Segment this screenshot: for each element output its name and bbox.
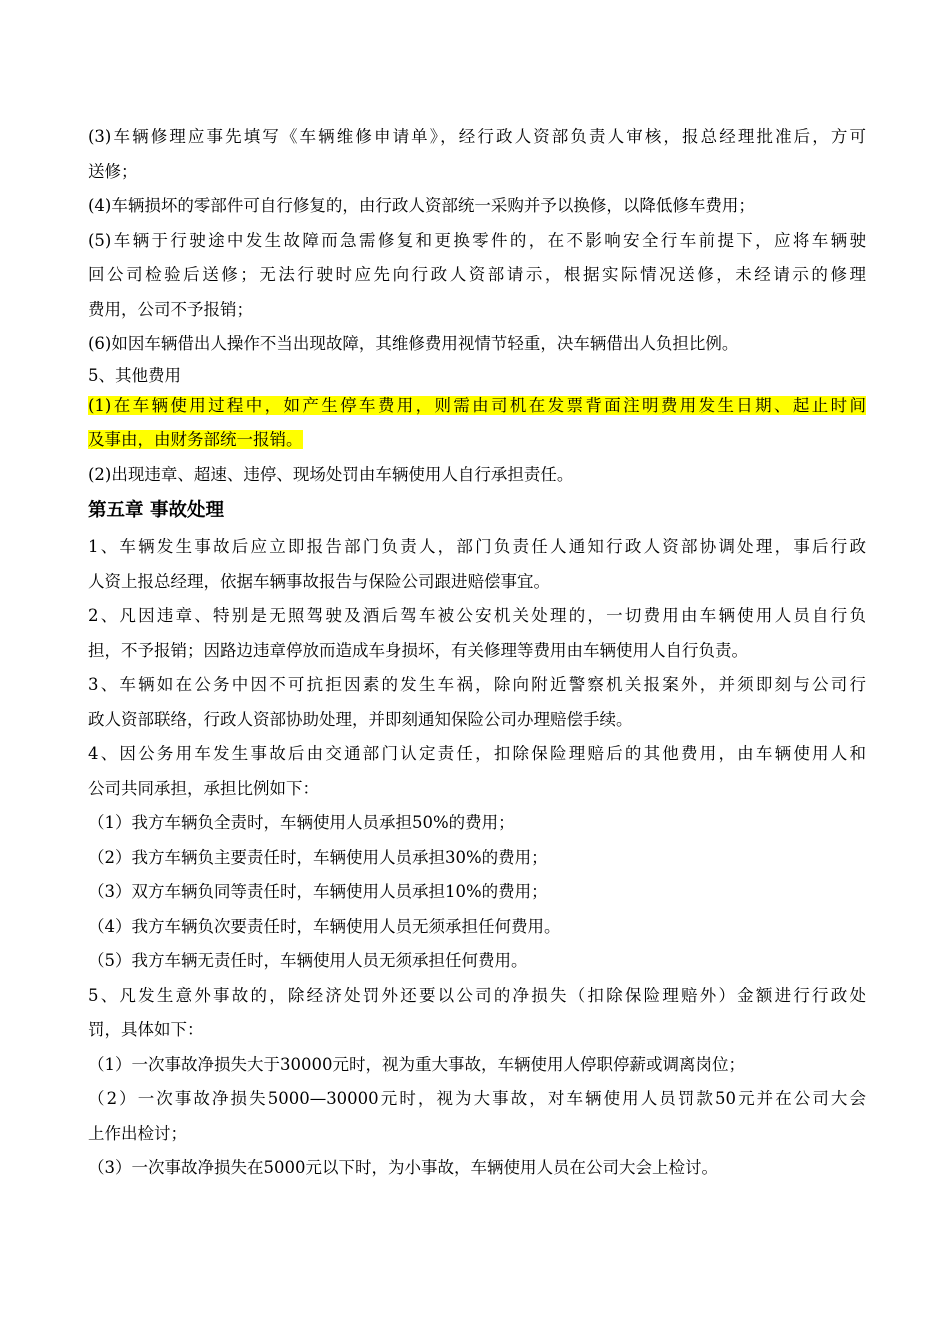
text-line: 1、车辆发生事故后应立即报告部门负责人，部门负责任人通知行政人资部协调处理，事后行政 bbox=[88, 537, 866, 556]
text-line: 5、凡发生意外事故的，除经济处罚外还要以公司的净损失（扣除保险理赔外）金额进行行政处 bbox=[88, 985, 866, 1005]
text-line: 罚，具体如下： bbox=[88, 1020, 204, 1039]
text-line: (5)车辆于行驶途中发生故障而急需修复和更换零件的，在不影响安全行车前提下，应将车辆驶 bbox=[88, 230, 866, 250]
text-line: 3、车辆如在公务中因不可抗拒因素的发生车祸，除向附近警察机关报案外，并须即刻与公司行 bbox=[88, 675, 866, 694]
text-line: 公司共同承担，承担比例如下： bbox=[88, 778, 319, 798]
text-line: 费用，公司不予报销； bbox=[88, 299, 253, 319]
text-line: 送修； bbox=[88, 161, 138, 181]
text-line: （3）双方车辆负同等责任时，车辆使用人员承担10%的费用； bbox=[88, 882, 548, 901]
text-line: (3)车辆修理应事先填写《车辆维修申请单》，经行政人资部负责人审核，报总经理批准后，方可 bbox=[88, 127, 866, 146]
document-page bbox=[88, 120, 866, 1186]
text-line: (6)如因车辆借出人操作不当出现故障，其维修费用视情节轻重，决车辆借出人负担比例。 bbox=[88, 334, 739, 353]
text-line: 4、因公务用车发生事故后由交通部门认定责任，扣除保险理赔后的其他费用，由车辆使用人和 bbox=[88, 744, 866, 763]
chapter-heading: 第五章 事故处理 bbox=[88, 500, 224, 521]
text-line: （1）一次事故净损失大于30000元时，视为重大事故，车辆使用人停职停薪或调离岗位； bbox=[88, 1054, 745, 1074]
text-line: 担，不予报销；因路边违章停放而造成车身损坏，有关修理等费用由车辆使用人自行负责。 bbox=[88, 640, 748, 660]
parking-fee-line-1 bbox=[88, 389, 866, 424]
text-line: （3）一次事故净损失在5000元以下时，为小事故，车辆使用人员在公司大会上检讨。 bbox=[88, 1158, 718, 1177]
text-line: 回公司检验后送修；无法行驶时应先向行政人资部请示，根据实际情况送修，未经请示的修理 bbox=[88, 265, 866, 284]
text-line: （5）我方车辆无责任时，车辆使用人员无须承担任何费用。 bbox=[88, 951, 528, 970]
text-line: (4)车辆损坏的零部件可自行修复的，由行政人资部统一采购并予以换修，以降低修车费用； bbox=[88, 196, 755, 215]
violation-responsibility-line: (2)出现违章、超速、违停、现场处罚由车辆使用人自行承担责任。 bbox=[88, 464, 574, 484]
repair-rules-section bbox=[88, 120, 866, 362]
text-line: （2）我方车辆负主要责任时，车辆使用人员承担30%的费用； bbox=[88, 847, 548, 867]
text-line: （1）我方车辆负全责时，车辆使用人员承担50%的费用； bbox=[88, 813, 515, 832]
highlighted-text: 及事由，由财务部统一报销。 bbox=[88, 430, 303, 449]
text-line: 上作出检讨； bbox=[88, 1123, 187, 1143]
text-line: （4）我方车辆负次要责任时，车辆使用人员无须承担任何费用。 bbox=[88, 916, 561, 936]
accident-handling-section bbox=[88, 530, 866, 1186]
text-line: 人资上报总经理，依据车辆事故报告与保险公司跟进赔偿事宜。 bbox=[88, 571, 550, 591]
text-line: （2）一次事故净损失5000—30000元时，视为大事故，对车辆使用人员罚款50元并在公司大会 bbox=[88, 1089, 866, 1108]
text-line: 2、凡因违章、特别是无照驾驶及酒后驾车被公安机关处理的，一切费用由车辆使用人员自行负 bbox=[88, 606, 866, 625]
other-fees-title: 5、其他费用 bbox=[88, 365, 181, 385]
parking-fee-line-2 bbox=[88, 423, 866, 458]
text-line: 政人资部联络，行政人资部协助处理，并即刻通知保险公司办理赔偿手续。 bbox=[88, 709, 633, 729]
highlighted-text: (1)在车辆使用过程中，如产生停车费用，则需由司机在发票背面注明费用发生日期、起止时间 bbox=[88, 395, 866, 415]
